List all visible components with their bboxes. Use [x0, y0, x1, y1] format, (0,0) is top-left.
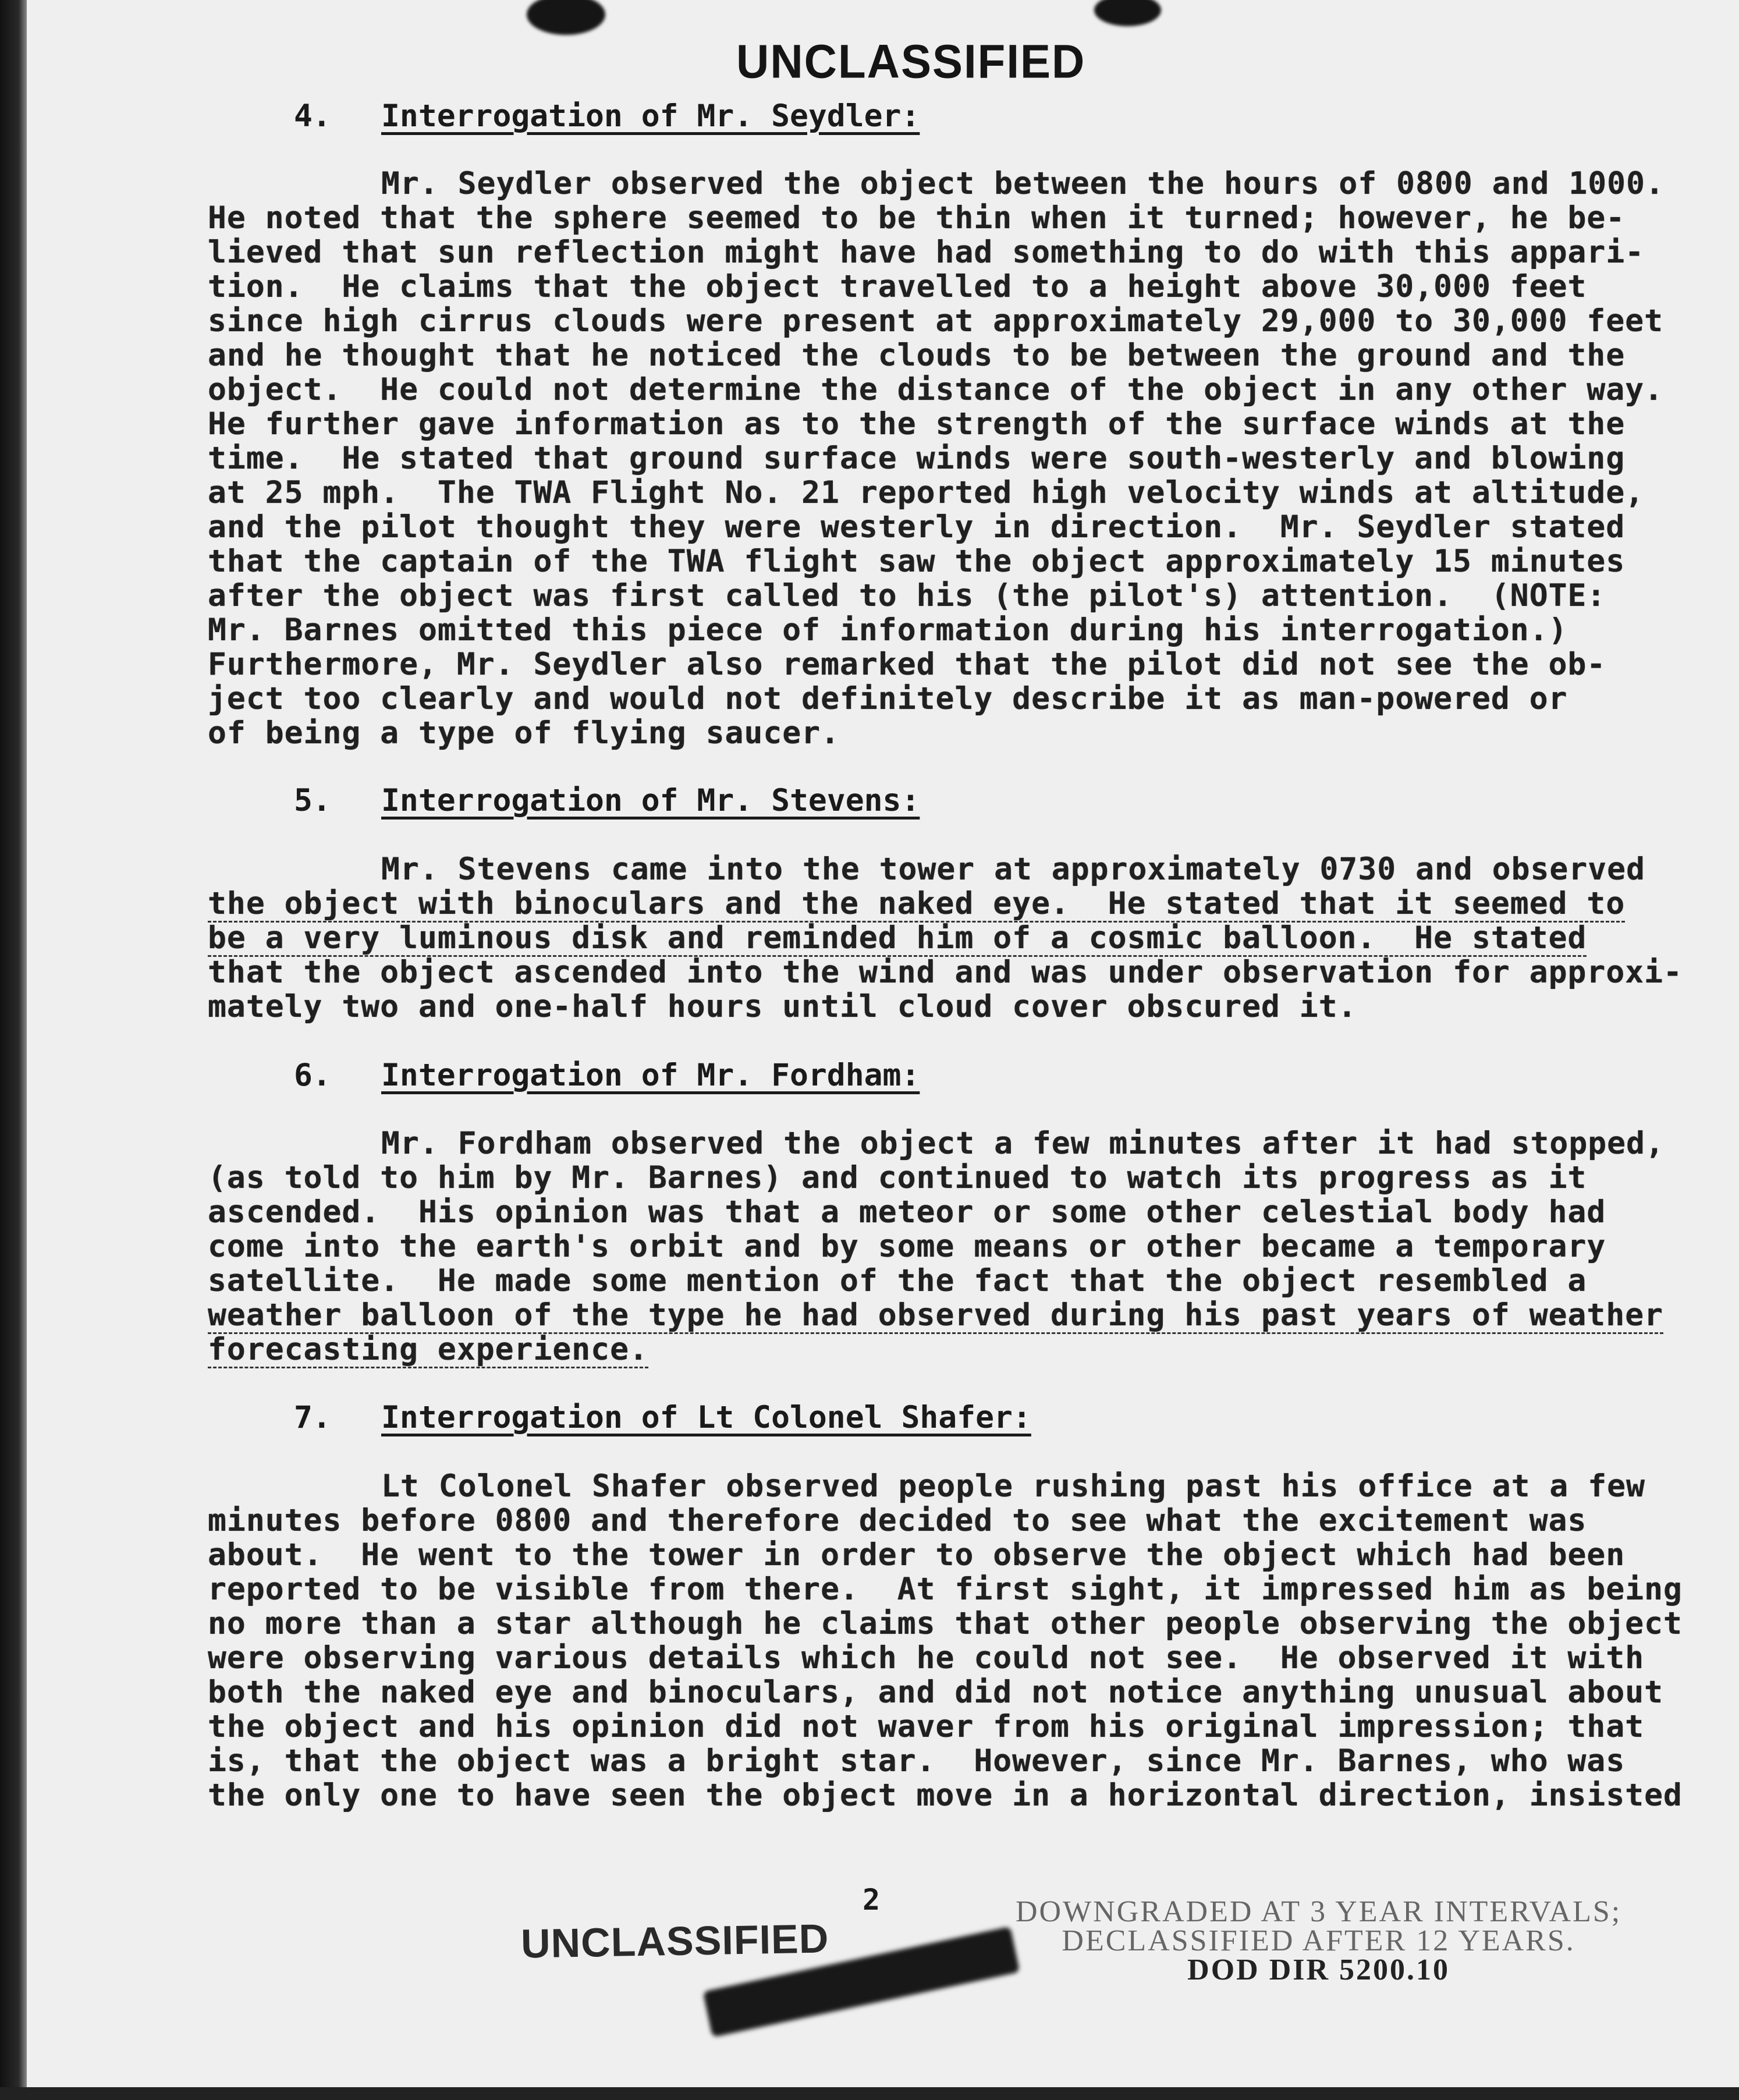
text-line: after the object was first called to his (the pilot's) attention. (NOTE:	[208, 578, 1606, 613]
text-line: both the naked eye and binoculars, and did not notice anything unusual about	[208, 1675, 1664, 1710]
text-line: and the pilot thought they were westerly in direction. Mr. Seydler stated	[208, 509, 1626, 545]
section-heading: Interrogation of Mr. Stevens:	[381, 783, 920, 818]
downgrade-line: DECLASSIFIED AFTER 12 YEARS.	[1062, 1924, 1575, 1957]
downgrade-line: DOWNGRADED AT 3 YEAR INTERVALS;	[1016, 1895, 1622, 1928]
section-number: 4.	[294, 98, 331, 134]
text-line: and he thought that he noticed the clouds to be between the ground and the	[208, 338, 1626, 373]
text-line: mately two and one-half hours until cloud cover obscured it.	[208, 989, 1357, 1024]
text-line: Furthermore, Mr. Seydler also remarked that the pilot did not see the ob-	[208, 647, 1606, 682]
text-line: come into the earth's orbit and by some means or other became a temporary	[208, 1229, 1606, 1264]
text-line: (as told to him by Mr. Barnes) and continued to watch its progress as it	[208, 1160, 1587, 1196]
text-line: satellite. He made some mention of the fact that the object resembled a	[208, 1263, 1587, 1299]
section-number: 6.	[294, 1058, 331, 1093]
punch-hole	[1094, 0, 1161, 26]
text-line: lieved that sun reflection might have had something to do with this appari-	[208, 235, 1645, 270]
text-line: since high cirrus clouds were present at approximately 29,000 to 30,000 feet	[208, 303, 1664, 339]
downgrade-stamp	[1016, 1897, 1621, 1985]
text-line: ascended. His opinion was that a meteor or some other celestial body had	[208, 1194, 1606, 1230]
text-line: Mr. Barnes omitted this piece of information during his interrogation.)	[208, 612, 1568, 648]
text-line: tion. He claims that the object travelled to a height above 30,000 feet	[208, 269, 1587, 304]
text-line: Mr. Seydler observed the object between the hours of 0800 and 1000.	[381, 166, 1665, 201]
section-heading: Interrogation of Lt Colonel Shafer:	[381, 1400, 1031, 1435]
text-line: the object and his opinion did not waver from his original impression; that	[208, 1709, 1645, 1744]
section-number: 7.	[294, 1400, 331, 1435]
punch-hole	[527, 0, 605, 35]
section-heading: Interrogation of Mr. Seydler:	[381, 98, 920, 134]
text-line: minutes before 0800 and therefore decided to see what the excitement was	[208, 1503, 1587, 1538]
scan-left-edge	[0, 0, 27, 2100]
text-line: ject too clearly and would not definitely describe it as man-powered or	[208, 681, 1568, 716]
classification-footer: UNCLASSIFIED	[520, 1915, 829, 1967]
text-line: time. He stated that ground surface winds were south-westerly and blowing	[208, 441, 1626, 476]
downgrade-line: DOD DIR 5200.10	[1187, 1953, 1450, 1987]
text-line: that the object ascended into the wind and was under observation for approxi-	[208, 955, 1683, 990]
text-line: the only one to have seen the object move in a horizontal direction, insisted	[208, 1778, 1683, 1813]
classification-header: UNCLASSIFIED	[736, 34, 1086, 88]
text-line: forecasting experience.	[208, 1332, 648, 1367]
text-line: no more than a star although he claims that other people observing the object	[208, 1606, 1683, 1641]
text-line: about. He went to the tower in order to observe the object which had been	[208, 1537, 1626, 1573]
text-line: the object with binoculars and the naked eye. He stated that it seemed to	[208, 886, 1626, 921]
section-number: 5.	[294, 783, 331, 818]
text-line: Mr. Fordham observed the object a few minutes after it had stopped,	[381, 1126, 1665, 1161]
text-line: weather balloon of the type he had observed during his past years of weather	[208, 1297, 1664, 1333]
text-line: Lt Colonel Shafer observed people rushing past his office at a few	[381, 1468, 1645, 1504]
section-heading: Interrogation of Mr. Fordham:	[381, 1058, 920, 1093]
text-line: is, that the object was a bright star. However, since Mr. Barnes, who was	[208, 1743, 1626, 1779]
text-line: were observing various details which he could not see. He observed it with	[208, 1640, 1645, 1676]
text-line: at 25 mph. The TWA Flight No. 21 reported high velocity winds at altitude,	[208, 475, 1645, 510]
text-line: He noted that the sphere seemed to be thin when it turned; however, he be-	[208, 200, 1626, 236]
text-line: reported to be visible from there. At first sight, it impressed him as being	[208, 1572, 1683, 1607]
text-line: He further gave information as to the strength of the surface winds at the	[208, 406, 1626, 442]
scan-bottom-edge	[0, 2087, 1739, 2100]
text-line: that the captain of the TWA flight saw the object approximately 15 minutes	[208, 544, 1626, 579]
page-number: 2	[863, 1883, 881, 1917]
text-line: Mr. Stevens came into the tower at approximately 0730 and observed	[381, 852, 1645, 887]
text-line: be a very luminous disk and reminded him of a cosmic balloon. He stated	[208, 920, 1587, 956]
text-line: of being a type of flying saucer.	[208, 715, 840, 751]
text-line: object. He could not determine the distance of the object in any other way.	[208, 372, 1664, 407]
